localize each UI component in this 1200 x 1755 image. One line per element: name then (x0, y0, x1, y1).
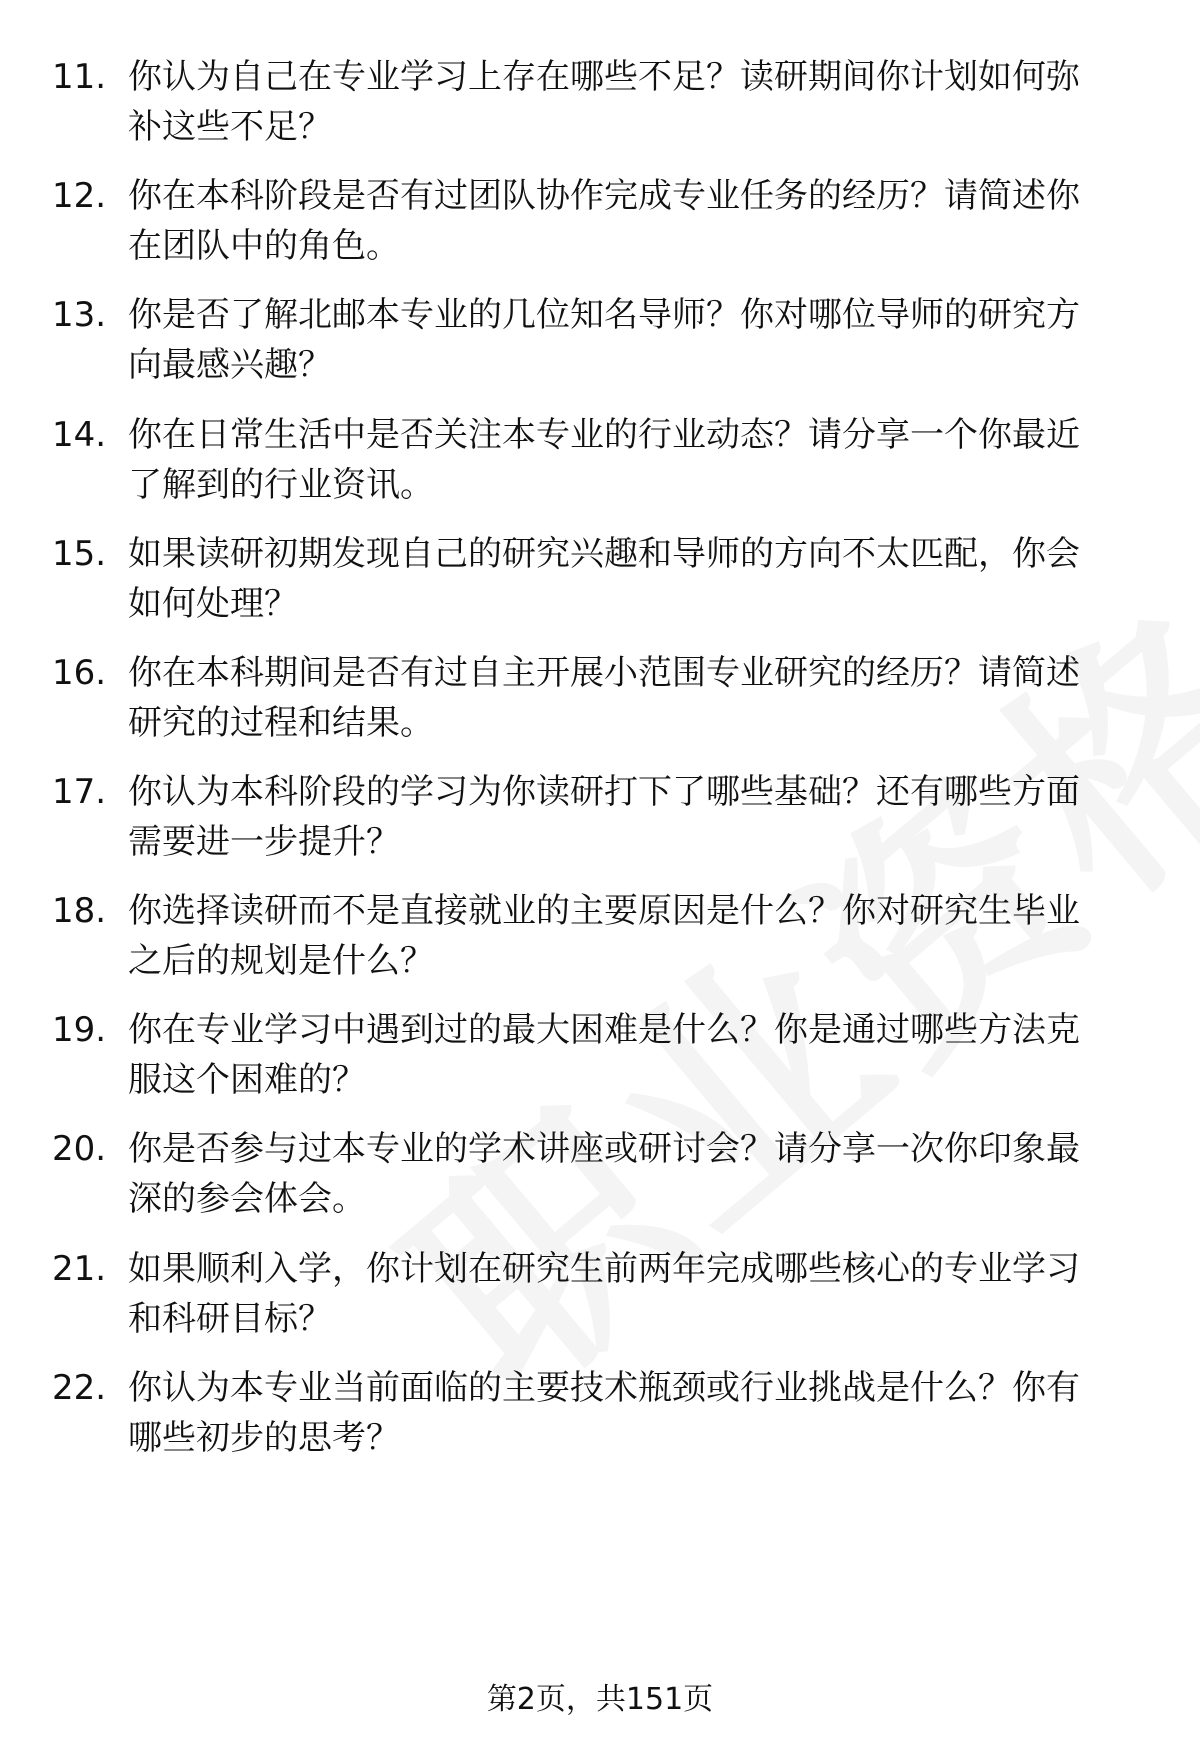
question-line: 如果顺利入学，你计划在研究生前两年完成哪些核心的专业学习 (128, 1249, 1080, 1289)
question-number: 20. (52, 1129, 107, 1169)
question-line: 你认为自己在专业学习上存在哪些不足？读研期间你计划如何弥 (128, 57, 1080, 97)
question-item (52, 1005, 1152, 1125)
question-item (52, 1363, 1152, 1483)
question-text (128, 1005, 1148, 1105)
question-text (128, 529, 1148, 629)
question-item (52, 1244, 1152, 1364)
question-line: 你在本科阶段是否有过团队协作完成专业任务的经历？请简述你 (128, 176, 1080, 216)
question-line: 需要进一步提升？ (128, 822, 400, 862)
question-text (128, 290, 1148, 390)
question-number: 17. (52, 772, 107, 812)
question-number: 21. (52, 1249, 107, 1289)
question-number: 15. (52, 534, 107, 574)
question-item (52, 52, 1152, 172)
page-number: 第2页，共151页 (486, 1682, 714, 1717)
question-line: 你是否了解北邮本专业的几位知名导师？你对哪位导师的研究方 (128, 295, 1080, 335)
question-line: 如果读研初期发现自己的研究兴趣和导师的方向不太匹配，你会 (128, 534, 1080, 574)
question-line: 研究的过程和结果。 (128, 703, 434, 743)
question-item (52, 290, 1152, 410)
question-text (128, 52, 1148, 152)
question-number: 19. (52, 1010, 107, 1050)
question-line: 你在专业学习中遇到过的最大困难是什么？你是通过哪些方法克 (128, 1010, 1080, 1050)
question-text (128, 767, 1148, 867)
question-line: 哪些初步的思考？ (128, 1418, 400, 1458)
question-item (52, 886, 1152, 1006)
question-item (52, 767, 1152, 887)
question-line: 了解到的行业资讯。 (128, 465, 434, 505)
question-number: 12. (52, 176, 107, 216)
question-line: 你是否参与过本专业的学术讲座或研讨会？请分享一次你印象最 (128, 1129, 1080, 1169)
question-line: 之后的规划是什么？ (128, 941, 434, 981)
question-line: 在团队中的角色。 (128, 226, 400, 266)
question-item (52, 648, 1152, 768)
question-text (128, 1124, 1148, 1224)
question-number: 22. (52, 1368, 107, 1408)
question-text (128, 648, 1148, 748)
question-item (52, 410, 1152, 530)
question-text (128, 171, 1148, 271)
question-line: 你在本科期间是否有过自主开展小范围专业研究的经历？请简述 (128, 653, 1080, 693)
question-number: 14. (52, 415, 107, 455)
question-item (52, 171, 1152, 291)
question-line: 深的参会体会。 (128, 1179, 366, 1219)
question-line: 补这些不足？ (128, 107, 332, 147)
question-line: 如何处理？ (128, 584, 298, 624)
question-line: 和科研目标？ (128, 1299, 332, 1339)
question-number: 16. (52, 653, 107, 693)
question-number: 11. (52, 57, 107, 97)
question-line: 你在日常生活中是否关注本专业的行业动态？请分享一个你最近 (128, 415, 1080, 455)
question-item (52, 529, 1152, 649)
question-line: 你认为本专业当前面临的主要技术瓶颈或行业挑战是什么？你有 (128, 1368, 1080, 1408)
question-text (128, 1244, 1148, 1344)
question-number: 18. (52, 891, 107, 931)
question-item (52, 1124, 1152, 1244)
question-text (128, 410, 1148, 510)
question-text (128, 886, 1148, 986)
question-line: 你认为本科阶段的学习为你读研打下了哪些基础？还有哪些方面 (128, 772, 1080, 812)
question-number: 13. (52, 295, 107, 335)
question-line: 向最感兴趣？ (128, 345, 332, 385)
question-line: 服这个困难的？ (128, 1060, 366, 1100)
question-line: 你选择读研而不是直接就业的主要原因是什么？你对研究生毕业 (128, 891, 1080, 931)
question-text (128, 1363, 1148, 1463)
